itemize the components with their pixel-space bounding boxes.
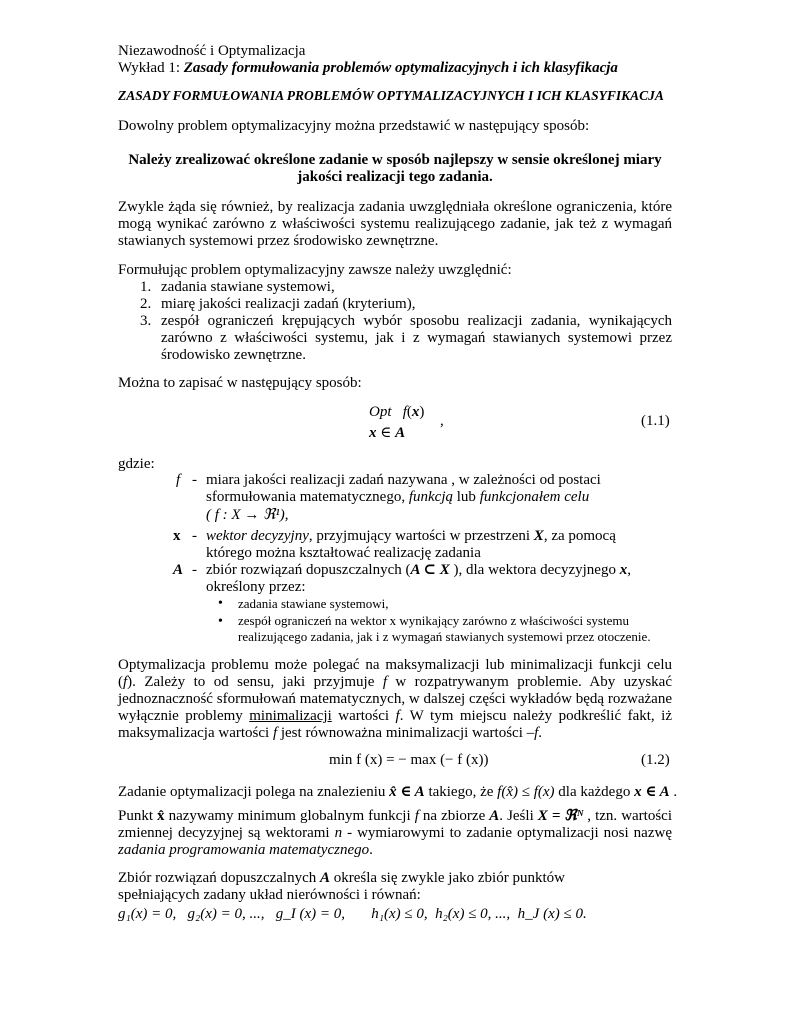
equation-1-2-number: (1.2) <box>641 752 670 768</box>
def-A-symbol: A <box>173 562 184 578</box>
course-title: Niezawodność i Optymalizacja <box>118 43 306 59</box>
def-A-line2: określony przez: <box>206 579 306 595</box>
def-f-line1: miara jakości realizacji zadań nazywana , w zależności od postaci <box>206 472 601 488</box>
can-write-text: Można to zapisać w następujący sposób: <box>118 375 362 391</box>
equation-1-1-comma: , <box>440 413 444 429</box>
constraints-equation: g₁(x) = 0, g₂(x) = 0, ..., g_I (x) = 0, h₁(x) ≤ 0, h₂(x) ≤ 0, ..., h_J (x) ≤ 0. <box>118 906 587 922</box>
intro-text: Dowolny problem optymalizacyjny można przedstawić w następujący sposób: <box>118 118 590 134</box>
def-x-line2: którego można kształtować realizację zadania <box>206 545 481 561</box>
paragraph-feasible-set: Zbiór rozwiązań dopuszczalnych A określa się zwykle jako zbiór punktów spełniających zadany układ nierówności i równań: <box>118 870 565 903</box>
gdzie-label: gdzie: <box>118 456 155 472</box>
list-item-1-num: 1. <box>140 279 152 295</box>
lecture-line <box>118 60 618 77</box>
equation-1-2: min f (x) = − max (− f (x)) <box>329 752 489 768</box>
equation-1-1-number: (1.1) <box>641 413 670 429</box>
def-A-dash: - <box>192 562 197 578</box>
list-item-2-num: 2. <box>140 296 152 312</box>
def-f-dash: - <box>192 472 197 488</box>
def-f-line2: sformułowania matematycznego, funkcją lub funkcjonałem celu <box>206 489 590 505</box>
paragraph-problem-rest: Punkt x̂ nazywamy minimum globalnym funkcji f na zbiorze A. Jeśli X = ℜᴺ , tzn. wartości zmiennej decyzyjnej są wektorami n - wymiarowymi to zadanie optymalizacji nosi nazwę zadania programowania matematycznego. <box>118 808 673 858</box>
def-x-symbol: x <box>173 528 181 544</box>
def-A-bullet-1: zadania stawiane systemowi, <box>238 596 389 611</box>
principle-line-2: jakości realizacji tego zadania. <box>297 169 493 185</box>
def-f-mapping: ( f : X → ℜ¹), <box>206 507 289 523</box>
bullet-icon: • <box>218 596 223 611</box>
def-f-symbol: f <box>176 472 181 488</box>
list-item-2-text: miarę jakości realizacji zadań (kryterium), <box>161 296 416 312</box>
bullet-icon: • <box>218 614 223 629</box>
list-item-1-text: zadania stawiane systemowi, <box>161 279 335 295</box>
list-intro: Formułując problem optymalizacyjny zawsze należy uwzględnić: <box>118 262 512 278</box>
paragraph-constraints: Zwykle żąda się również, by realizacja zadania uwzględniała określone ograniczenia, które mogą wynikać zarówno z właściwości systemu realizującego zadanie, jak też z wymagań stawianych systemowi przez środowisko zewnętrzne. <box>118 199 672 249</box>
principle-line-1: Należy zrealizować określone zadanie w sposób najlepszy w sensie określonej miary <box>128 152 662 168</box>
equation-1-1-objective: Opt f(x) <box>369 404 425 420</box>
list-item-3-text: zespół ograniczeń krępujących wybór sposobu realizacji zadania, wynikających zarówno z właściwości systemu, jak i z wymagań stawianych systemowi przez środowisko zewnętrzne. <box>161 313 672 363</box>
lecture-title: Zasady formułowania problemów optymalizacyjnych i ich klasyfikacja <box>183 60 618 76</box>
def-A-bullet-2: zespół ograniczeń na wektor x wynikający zarówno z właściwości systemu realizującego zadania, jak i z wymagań stawianych systemowi przez otoczenie. <box>238 613 651 644</box>
def-x-line1: wektor decyzyjny, przyjmujący wartości w przestrzeni X, za pomocą <box>206 528 616 544</box>
paragraph-problem-line1: Zadanie optymalizacji polega na znalezieniu x̂ ∈ A takiego, że f(x̂) ≤ f(x) dla każdego x ∈ A . <box>118 784 678 800</box>
equation-1-1-constraint: x ∈ A <box>369 425 406 441</box>
def-A-line1: zbiór rozwiązań dopuszczalnych (A ⊂ X ), dla wektora decyzyjnego x, <box>206 562 631 578</box>
lecture-prefix: Wykład 1: <box>118 60 184 76</box>
def-x-dash: - <box>192 528 197 544</box>
paragraph-minimization: Optymalizacja problemu może polegać na maksymalizacji lub minimalizacji funkcji celu (f). Zależy to od sensu, jaki przyjmuje f w rozpatrywanym problemie. Aby uzyskać jednoznaczność sformułowań matematycznych, w dalszej części wykładów będą rozważane wyłącznie problemy minimalizacji wartości f. W tym miejscu należy podkreślić fakt, iż maksymalizacja wartości f jest równoważna minimalizacji wartości –f. <box>118 657 672 741</box>
section-title: ZASADY FORMUŁOWANIA PROBLEMÓW OPTYMALIZACYJNYCH I ICH KLASYFIKACJA <box>118 88 664 103</box>
list-item-3-num: 3. <box>140 313 152 329</box>
